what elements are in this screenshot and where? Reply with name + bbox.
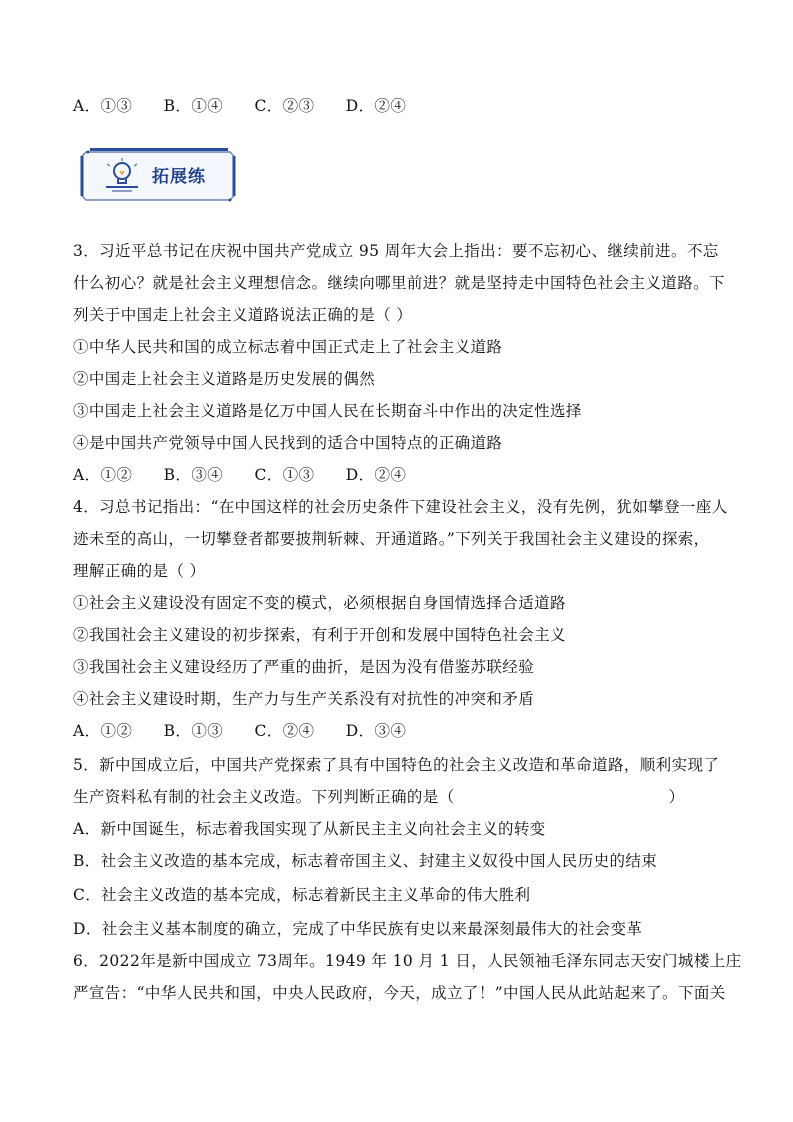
option-d: D．③④	[345, 722, 407, 740]
option-a: A．①②	[73, 466, 133, 484]
option-d: D．②④	[345, 466, 407, 484]
q3-item-2: ②中国走上社会主义道路是历史发展的偶然	[73, 370, 376, 388]
q3-stem-line-1: 3．习近平总书记在庆祝中国共产党成立 95 周年大会上指出：要不忘初心、继续前进。不忘	[73, 242, 719, 260]
option-a: A．①②	[73, 722, 133, 740]
q4-item-2: ②我国社会主义建设的初步探索，有利于开创和发展中国特色社会主义	[73, 626, 566, 644]
q4-item-1: ①社会主义建设没有固定不变的模式，必须根据自身国情选择合适道路	[73, 594, 566, 612]
q5-stem-line-2	[73, 786, 720, 808]
q4-stem-line-2: 迹未至的高山，一切攀登者都要披荆斩棘、开通道路。”下列关于我国社会主义建设的探索，	[73, 530, 710, 548]
prev-question-options	[73, 95, 720, 117]
q4-options	[73, 720, 720, 742]
q5-choice-c: C．社会主义改造的基本完成，标志着新民主主义革命的伟大胜利	[73, 886, 531, 904]
banner-title: 拓展练	[152, 167, 206, 187]
q4-stem-line-3: 理解正确的是（ ）	[73, 562, 206, 580]
q3-stem-line-3: 列关于中国走上社会主义道路说法正确的是（ ）	[73, 306, 413, 324]
q4-stem-line-1: 4．习总书记指出：“在中国这样的社会历史条件下建设社会主义，没有先例，犹如攀登一座人	[73, 498, 728, 516]
q4-item-3: ③我国社会主义建设经历了严重的曲折，是因为没有借鉴苏联经验	[73, 658, 535, 676]
q3-item-1: ①中华人民共和国的成立标志着中国正式走上了社会主义道路	[73, 338, 503, 356]
q5-choice-b: B．社会主义改造的基本完成，标志着帝国主义、封建主义奴役中国人民历史的结束	[73, 852, 658, 870]
q3-item-3: ③中国走上社会主义道路是亿万中国人民在长期奋斗中作出的决定性选择	[73, 402, 582, 420]
q3-options	[73, 464, 720, 486]
q5-stem-text: 生产资料私有制的社会主义改造。下列判断正确的是（	[73, 788, 455, 806]
section-banner	[80, 148, 238, 204]
q3-item-4: ④是中国共产党领导中国人民找到的适合中国特点的正确道路	[73, 434, 503, 452]
option-b: B．③④	[163, 466, 224, 484]
option-b: B．①③	[163, 722, 224, 740]
option-d: D．②④	[345, 97, 407, 115]
q5-choice-d: D．社会主义基本制度的确立，完成了中华民族有史以来最深刻最伟大的社会变革	[73, 920, 643, 938]
option-b: B．①④	[163, 97, 224, 115]
lightbulb-icon	[102, 158, 142, 194]
q3-stem-line-2: 什么初心？就是社会主义理想信念。继续向哪里前进？就是坚持走中国特色社会主义道路。下	[73, 274, 725, 292]
q5-stem-line-1: 5．新中国成立后，中国共产党探索了具有中国特色的社会主义改造和革命道路，顺利实现了	[73, 756, 720, 774]
q5-choice-a: A．新中国诞生，标志着我国实现了从新民主主义向社会主义的转变	[73, 820, 546, 838]
option-c: C．②③	[254, 97, 315, 115]
q5-close-paren: ）	[668, 788, 685, 806]
q4-item-4: ④社会主义建设时期，生产力与生产关系没有对抗性的冲突和矛盾	[73, 690, 535, 708]
q6-stem-line-2: 严宣告：“中华人民共和国，中央人民政府，今天，成立了！”中国人民从此站起来了。下面关	[73, 984, 726, 1002]
option-a: A．①③	[73, 97, 133, 115]
q6-stem-line-1: 6．2022年是新中国成立 73周年。1949 年 10 月 1 日，人民领袖毛泽东同志天安门城楼上庄	[73, 952, 742, 970]
option-c: C．②④	[254, 722, 315, 740]
option-c: C．①③	[254, 466, 315, 484]
